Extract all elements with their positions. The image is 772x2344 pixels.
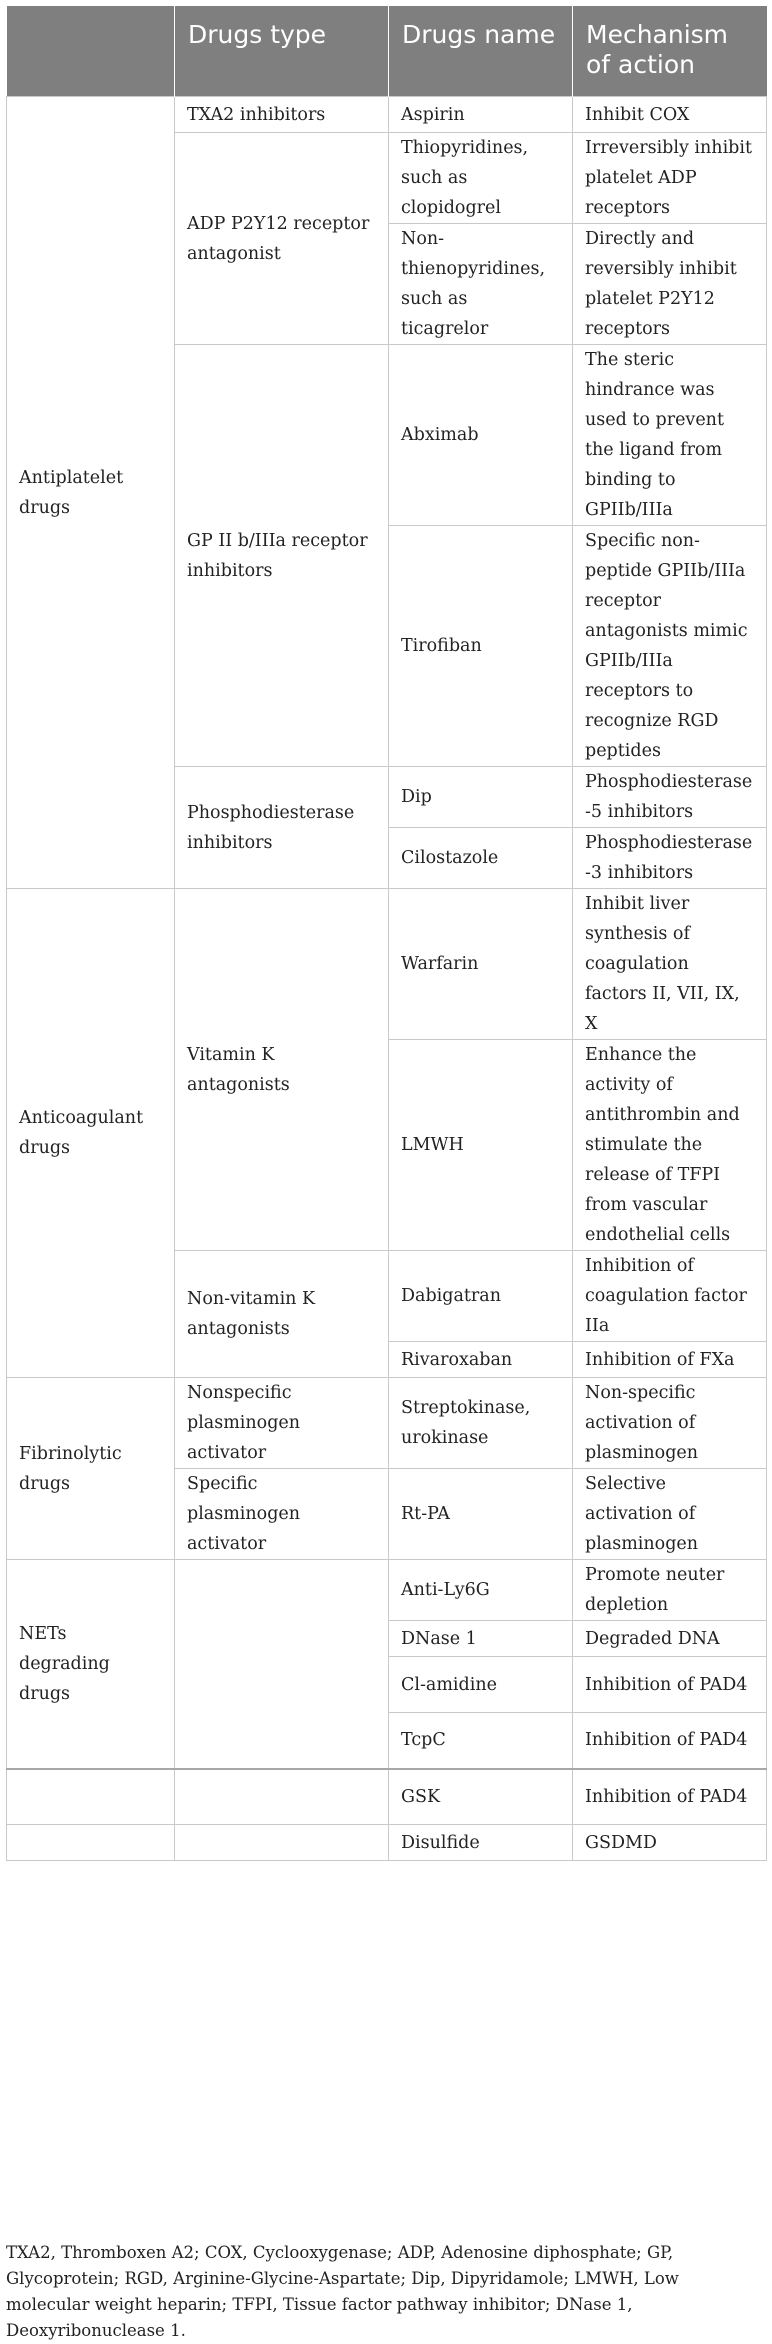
footnote-line: TXA2, Thromboxen A2; COX, Cyclooxygenase; ADP, Adenosine diphosphate; GP, — [6, 2243, 674, 2262]
header-mechanism: Mechanism of action — [573, 6, 767, 97]
drug-mechanism: Inhibition of FXa — [573, 1342, 767, 1378]
drug-mechanism: The steric hindrance was used to prevent the ligand from binding to GPIIb/IIIa — [573, 345, 767, 526]
drug-mechanism: Selective activation of plasminogen — [573, 1469, 767, 1560]
table-row — [7, 1769, 767, 1825]
drug-mechanism: Directly and reversibly inhibit platelet P2Y12 receptors — [573, 224, 767, 345]
type-nonspecific: Nonspecific plasminogen activator — [175, 1378, 389, 1469]
drug-name: Abximab — [389, 345, 573, 526]
table-row — [7, 1560, 767, 1621]
footnote-line: Glycoprotein; RGD, Arginine-Glycine-Aspartate; Dip, Dipyridamole; LMWH, Low — [6, 2269, 679, 2288]
drug-table — [6, 6, 767, 1861]
drug-name: Rt-PA — [389, 1469, 573, 1560]
table-row — [7, 889, 767, 1040]
header-row — [7, 6, 767, 97]
type-empty — [175, 1825, 389, 1861]
drug-name: Warfarin — [389, 889, 573, 1040]
group-anticoagulant: Anticoagulant drugs — [7, 889, 175, 1378]
header-group — [7, 6, 175, 97]
type-pde: Phosphodiesterase inhibitors — [175, 767, 389, 889]
drug-name: Tirofiban — [389, 526, 573, 767]
drug-name: TcpC — [389, 1713, 573, 1769]
drug-mechanism: Inhibit COX — [573, 97, 767, 133]
drug-name: Thiopyridines, such as clopidogrel — [389, 133, 573, 224]
table-row — [7, 1378, 767, 1469]
drug-mechanism: Specific non-peptide GPIIb/IIIa receptor antagonists mimic GPIIb/IIIa receptors to recognize RGD peptides — [573, 526, 767, 767]
drug-mechanism: Inhibition of PAD4 — [573, 1657, 767, 1713]
type-nonvka: Non-vitamin K antagonists — [175, 1251, 389, 1378]
type-empty — [175, 1560, 389, 1769]
type-adp: ADP P2Y12 receptor antagonist — [175, 133, 389, 345]
drug-name: Rivaroxaban — [389, 1342, 573, 1378]
type-empty — [175, 1769, 389, 1825]
drug-mechanism: GSDMD — [573, 1825, 767, 1861]
table-row — [7, 1825, 767, 1861]
drug-mechanism: Irreversibly inhibit platelet ADP receptors — [573, 133, 767, 224]
footnote-line: Deoxyribonuclease 1. — [6, 2321, 186, 2340]
drug-name: Dip — [389, 767, 573, 828]
group-empty — [7, 1769, 175, 1825]
group-empty — [7, 1825, 175, 1861]
drug-mechanism: Non-specific activation of plasminogen — [573, 1378, 767, 1469]
footnote-line: molecular weight heparin; TFPI, Tissue factor pathway inhibitor; DNase 1, — [6, 2295, 633, 2314]
drug-name: Non-thienopyridines, such as ticagrelor — [389, 224, 573, 345]
drug-name: DNase 1 — [389, 1621, 573, 1657]
drug-name: Anti-Ly6G — [389, 1560, 573, 1621]
drug-name: Cilostazole — [389, 828, 573, 889]
group-fibrinolytic: Fibrinolytic drugs — [7, 1378, 175, 1560]
drug-name: LMWH — [389, 1040, 573, 1251]
group-nets: NETs degrading drugs — [7, 1560, 175, 1769]
drug-mechanism: Degraded DNA — [573, 1621, 767, 1657]
drug-mechanism: Inhibition of PAD4 — [573, 1713, 767, 1769]
drug-name: Cl-amidine — [389, 1657, 573, 1713]
drug-mechanism: Inhibition of PAD4 — [573, 1769, 767, 1825]
table-footnote — [6, 2240, 766, 2344]
header-drugs-name: Drugs name — [389, 6, 573, 97]
drug-name: Streptokinase, urokinase — [389, 1378, 573, 1469]
drug-name: Aspirin — [389, 97, 573, 133]
type-txa2: TXA2 inhibitors — [175, 97, 389, 133]
drug-mechanism: Phosphodiesterase-3 inhibitors — [573, 828, 767, 889]
type-specific: Specific plasminogen activator — [175, 1469, 389, 1560]
drug-name: Disulfide — [389, 1825, 573, 1861]
type-vka: Vitamin K antagonists — [175, 889, 389, 1251]
drug-mechanism: Inhibit liver synthesis of coagulation factors II, VII, IX, X — [573, 889, 767, 1040]
type-gp: GP II b/IIIa receptor inhibitors — [175, 345, 389, 767]
drug-mechanism: Promote neuter depletion — [573, 1560, 767, 1621]
table-row — [7, 97, 767, 133]
drug-name: GSK — [389, 1769, 573, 1825]
group-antiplatelet: Antiplatelet drugs — [7, 97, 175, 889]
drug-mechanism: Enhance the activity of antithrombin and stimulate the release of TFPI from vascular endothelial cells — [573, 1040, 767, 1251]
drug-name: Dabigatran — [389, 1251, 573, 1342]
header-drugs-type: Drugs type — [175, 6, 389, 97]
drug-table-container — [6, 6, 766, 1861]
drug-mechanism: Inhibition of coagulation factor IIa — [573, 1251, 767, 1342]
drug-mechanism: Phosphodiesterase-5 inhibitors — [573, 767, 767, 828]
